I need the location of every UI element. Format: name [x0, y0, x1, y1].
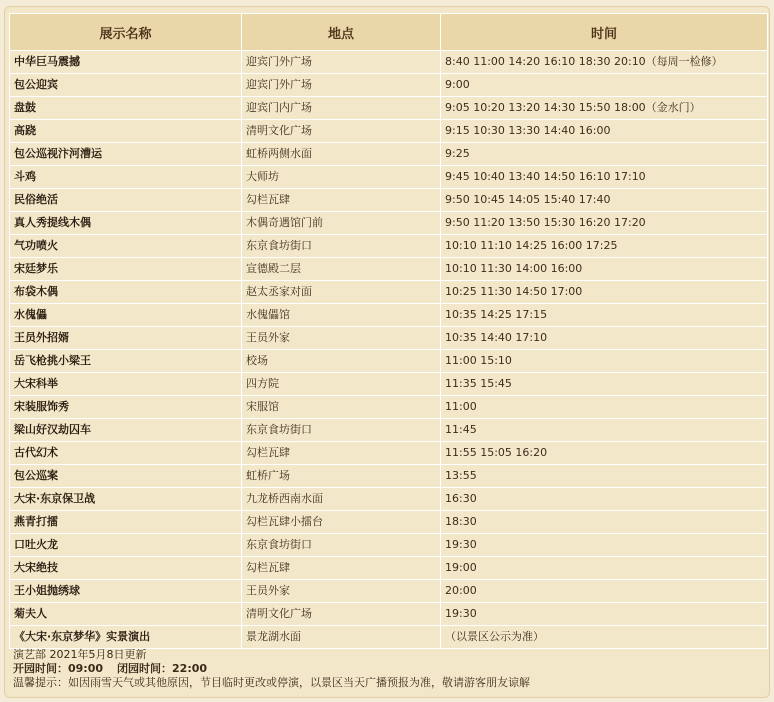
location-cell: 宣德殿二层 [242, 258, 441, 281]
show-name-cell: 布袋木偶 [10, 281, 242, 304]
location-cell: 清明文化广场 [242, 603, 441, 626]
show-name-cell: 高跷 [10, 120, 242, 143]
time-cell: 9:25 [441, 143, 768, 166]
location-cell: 九龙桥西南水面 [242, 488, 441, 511]
show-name-cell: 宋装服饰秀 [10, 396, 242, 419]
location-cell: 王员外家 [242, 327, 441, 350]
table-row [10, 488, 768, 511]
table-row [10, 603, 768, 626]
table-row [10, 419, 768, 442]
table-row [10, 258, 768, 281]
location-cell: 东京食坊街口 [242, 419, 441, 442]
time-cell: 11:35 15:45 [441, 373, 768, 396]
warm-tip: 温馨提示：如因雨雪天气或其他原因，节目临时更改或停演，以景区当天广播预报为准，敬请游客朋友谅解 [13, 676, 530, 689]
show-name-cell: 中华巨马震撼 [10, 51, 242, 74]
time-cell: 9:50 10:45 14:05 15:40 17:40 [441, 189, 768, 212]
location-cell: 迎宾门外广场 [242, 51, 441, 74]
table-row [10, 212, 768, 235]
close-time: 22:00 [172, 662, 208, 675]
time-cell: 10:10 11:30 14:00 16:00 [441, 258, 768, 281]
table-row [10, 373, 768, 396]
show-name-cell: 斗鸡 [10, 166, 242, 189]
show-name-cell: 包公迎宾 [10, 74, 242, 97]
location-cell: 校场 [242, 350, 441, 373]
table-row [10, 580, 768, 603]
table-row [10, 281, 768, 304]
table-row [10, 74, 768, 97]
time-cell: 8:40 11:00 14:20 16:10 18:30 20:10（每周一检修） [441, 51, 768, 74]
performance-schedule-table [9, 13, 768, 649]
time-cell: 20:00 [441, 580, 768, 603]
show-name-cell: 盘鼓 [10, 97, 242, 120]
show-name-cell: 古代幻术 [10, 442, 242, 465]
table-row [10, 143, 768, 166]
time-cell: 9:00 [441, 74, 768, 97]
time-cell: 10:35 14:40 17:10 [441, 327, 768, 350]
location-cell: 勾栏瓦肆 [242, 557, 441, 580]
show-name-cell: 岳飞枪挑小梁王 [10, 350, 242, 373]
show-name-cell: 民俗绝活 [10, 189, 242, 212]
time-cell: 19:30 [441, 534, 768, 557]
time-cell: （以景区公示为准） [441, 626, 768, 649]
table-row [10, 166, 768, 189]
show-name-cell: 王员外招婿 [10, 327, 242, 350]
location-cell: 宋服馆 [242, 396, 441, 419]
table-row [10, 235, 768, 258]
show-name-cell: 大宋·东京保卫战 [10, 488, 242, 511]
schedule-footer [13, 648, 763, 690]
time-cell: 10:25 11:30 14:50 17:00 [441, 281, 768, 304]
show-name-cell: 真人秀提线木偶 [10, 212, 242, 235]
opening-hours [13, 662, 763, 676]
open-label: 开园时间： [13, 662, 68, 675]
table-row [10, 327, 768, 350]
table-row [10, 396, 768, 419]
table-header-row [10, 14, 768, 51]
time-cell: 9:15 10:30 13:30 14:40 16:00 [441, 120, 768, 143]
schedule-panel [4, 6, 770, 698]
location-cell: 东京食坊街口 [242, 534, 441, 557]
header-location: 地点 [242, 14, 441, 51]
location-cell: 勾栏瓦肆 [242, 189, 441, 212]
show-name-cell: 水傀儡 [10, 304, 242, 327]
show-name-cell: 燕青打擂 [10, 511, 242, 534]
show-name-cell: 宋廷梦乐 [10, 258, 242, 281]
time-cell: 9:05 10:20 13:20 14:30 15:50 18:00（金水门） [441, 97, 768, 120]
location-cell: 王员外家 [242, 580, 441, 603]
table-row [10, 442, 768, 465]
time-cell: 10:35 14:25 17:15 [441, 304, 768, 327]
time-cell: 9:45 10:40 13:40 14:50 16:10 17:10 [441, 166, 768, 189]
table-row [10, 97, 768, 120]
location-cell: 迎宾门外广场 [242, 74, 441, 97]
location-cell: 虹桥广场 [242, 465, 441, 488]
show-name-cell: 大宋科举 [10, 373, 242, 396]
header-show-name: 展示名称 [10, 14, 242, 51]
header-time: 时间 [441, 14, 768, 51]
location-cell: 勾栏瓦肆小擂台 [242, 511, 441, 534]
table-row [10, 511, 768, 534]
time-cell: 18:30 [441, 511, 768, 534]
location-cell: 清明文化广场 [242, 120, 441, 143]
location-cell: 迎宾门内广场 [242, 97, 441, 120]
show-name-cell: 气功喷火 [10, 235, 242, 258]
show-name-cell: 《大宋·东京梦华》实景演出 [10, 626, 242, 649]
table-row [10, 557, 768, 580]
close-label: 闭园时间： [117, 662, 173, 675]
show-name-cell: 梁山好汉劫囚车 [10, 419, 242, 442]
time-cell: 16:30 [441, 488, 768, 511]
time-cell: 19:00 [441, 557, 768, 580]
show-name-cell: 口吐火龙 [10, 534, 242, 557]
show-name-cell: 包公巡案 [10, 465, 242, 488]
update-note: 演艺部 2021年5月8日更新 [13, 648, 147, 661]
open-time: 09:00 [68, 662, 104, 675]
table-row [10, 626, 768, 649]
table-row [10, 304, 768, 327]
table-row [10, 51, 768, 74]
time-cell: 19:30 [441, 603, 768, 626]
time-cell: 11:00 15:10 [441, 350, 768, 373]
location-cell: 东京食坊街口 [242, 235, 441, 258]
location-cell: 赵太丞家对面 [242, 281, 441, 304]
time-cell: 11:55 15:05 16:20 [441, 442, 768, 465]
table-row [10, 120, 768, 143]
show-name-cell: 包公巡视汴河漕运 [10, 143, 242, 166]
location-cell: 勾栏瓦肆 [242, 442, 441, 465]
time-cell: 10:10 11:10 14:25 16:00 17:25 [441, 235, 768, 258]
table-row [10, 465, 768, 488]
time-cell: 9:50 11:20 13:50 15:30 16:20 17:20 [441, 212, 768, 235]
time-cell: 11:00 [441, 396, 768, 419]
location-cell: 木偶奇遇馆门前 [242, 212, 441, 235]
location-cell: 大师坊 [242, 166, 441, 189]
location-cell: 水傀儡馆 [242, 304, 441, 327]
table-row [10, 189, 768, 212]
time-cell: 13:55 [441, 465, 768, 488]
location-cell: 景龙湖水面 [242, 626, 441, 649]
table-row [10, 350, 768, 373]
show-name-cell: 菊夫人 [10, 603, 242, 626]
table-row [10, 534, 768, 557]
location-cell: 四方院 [242, 373, 441, 396]
show-name-cell: 王小姐抛绣球 [10, 580, 242, 603]
time-cell: 11:45 [441, 419, 768, 442]
location-cell: 虹桥两侧水面 [242, 143, 441, 166]
show-name-cell: 大宋绝技 [10, 557, 242, 580]
